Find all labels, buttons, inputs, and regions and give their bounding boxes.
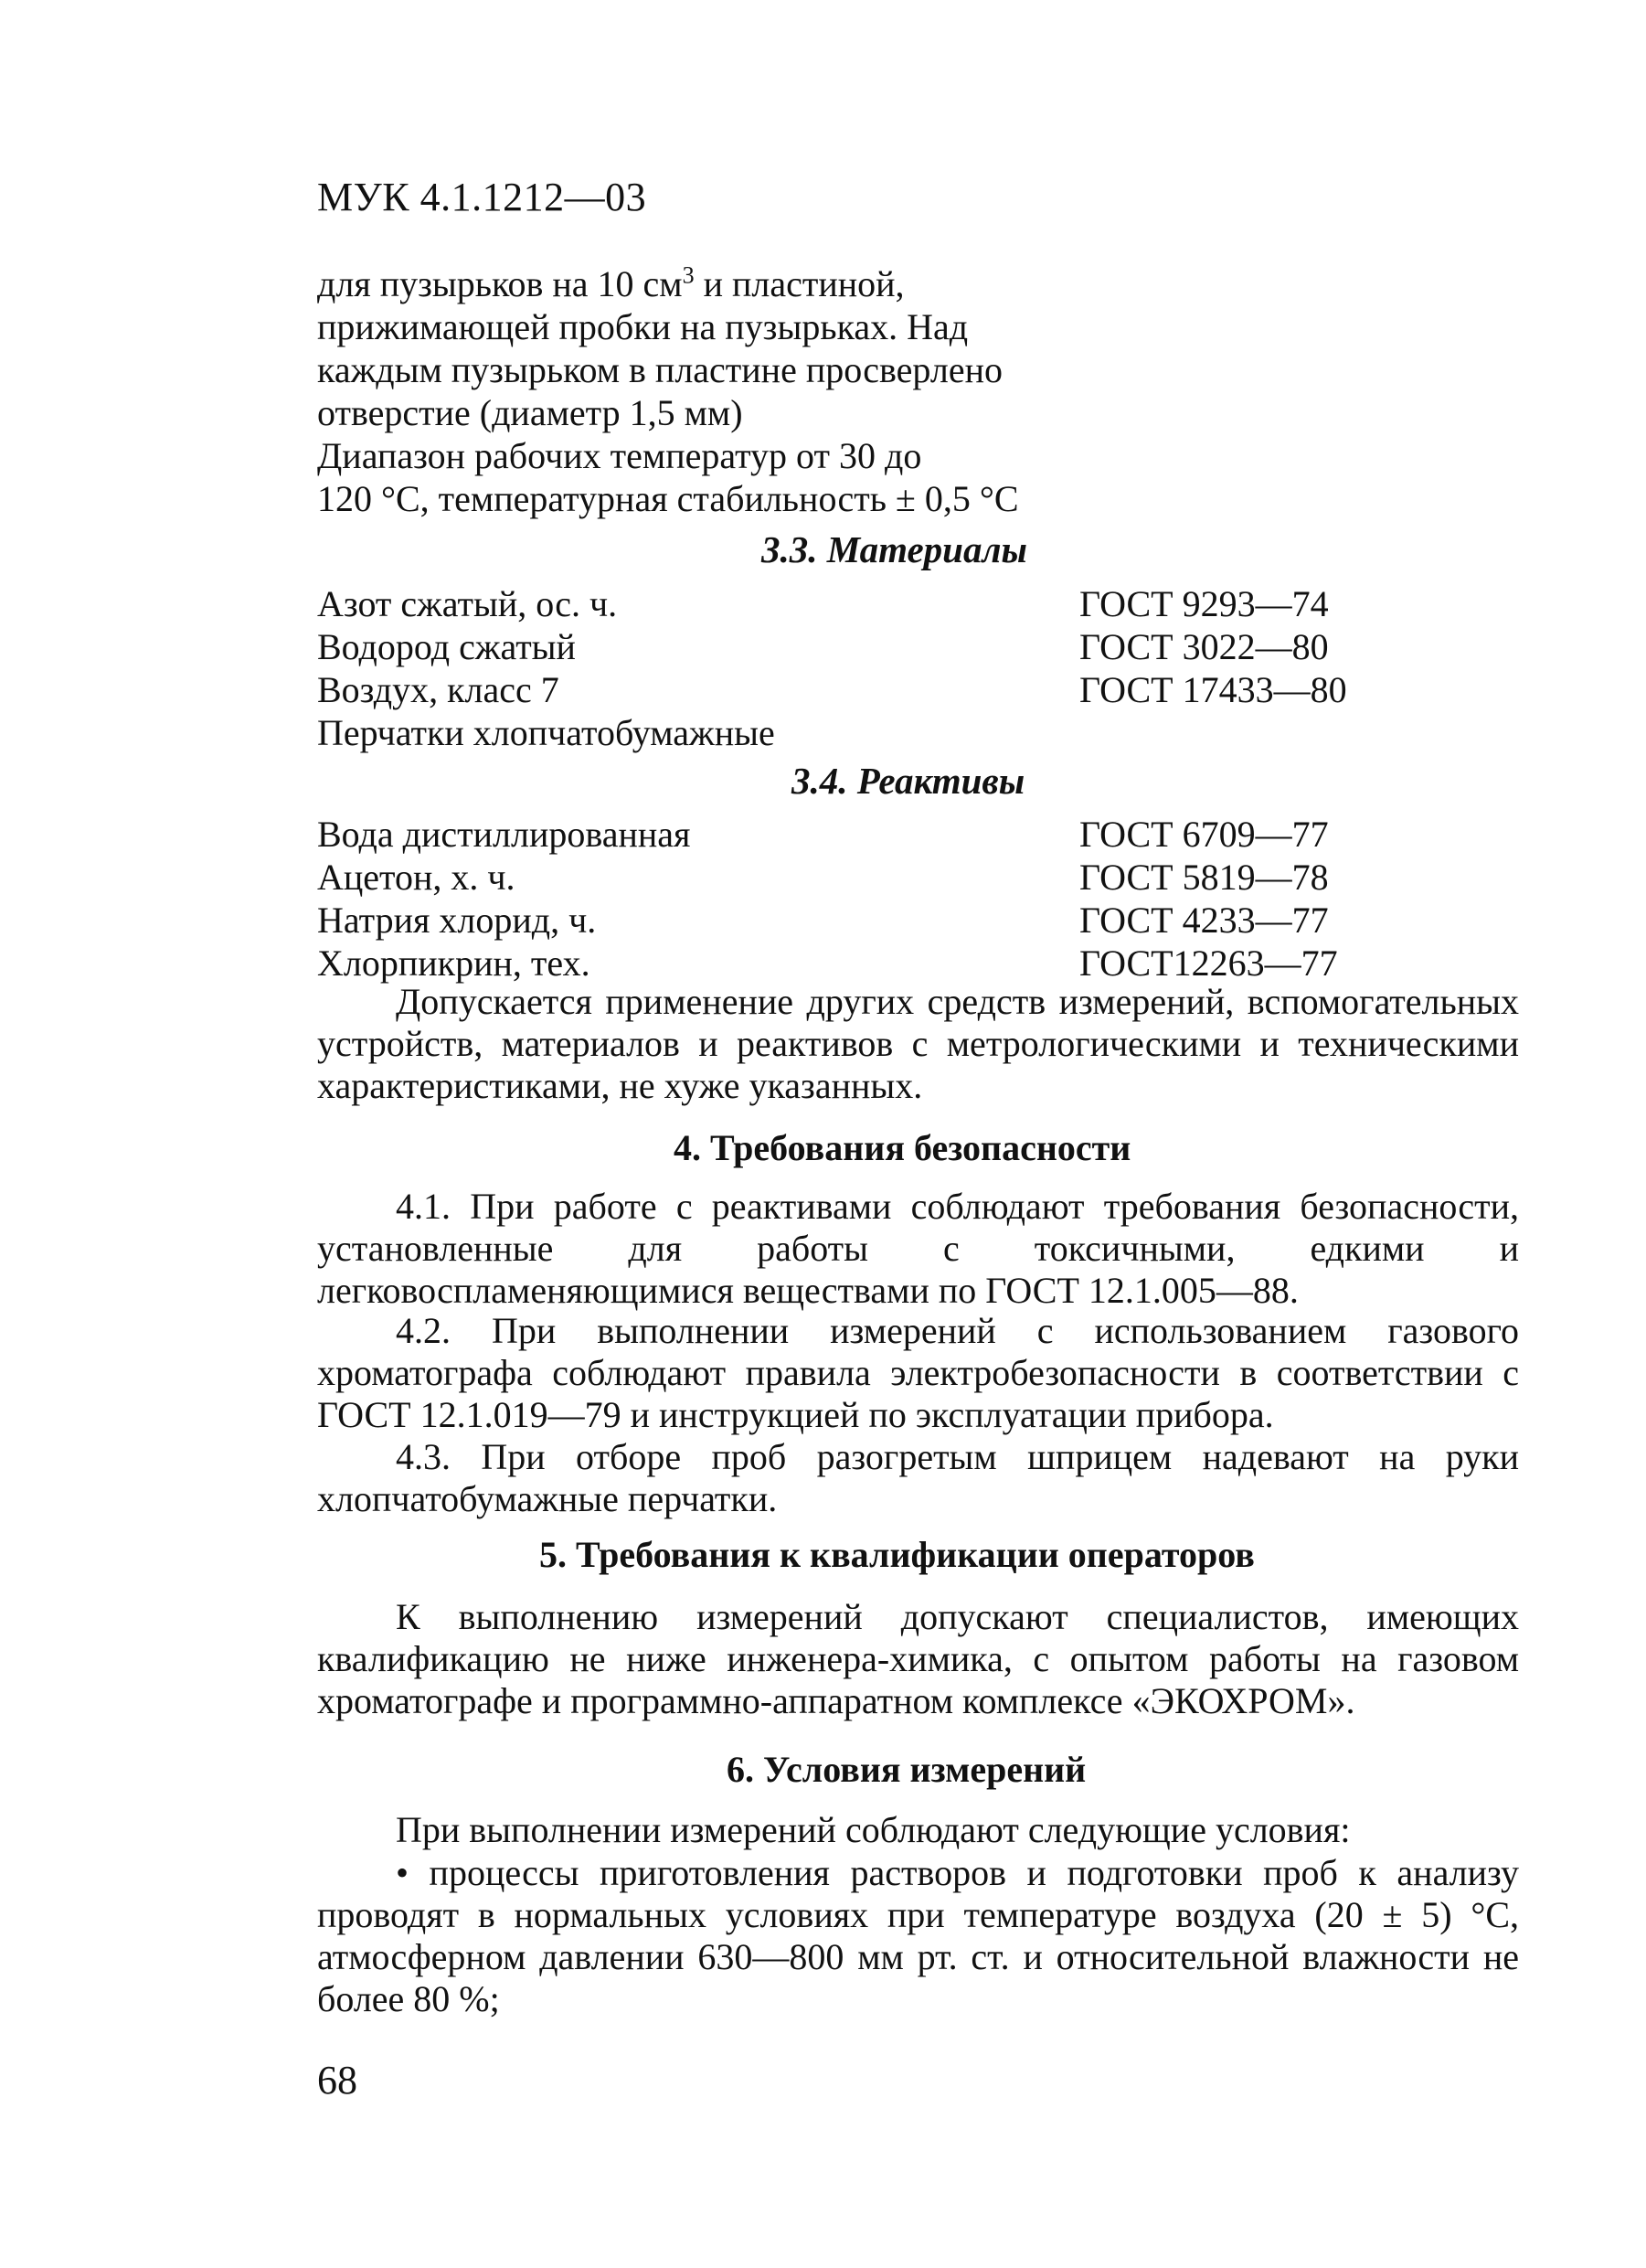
reagents-heading: 3.4. Реактивы	[791, 760, 1025, 802]
list-item	[317, 813, 1377, 856]
reagent-name: Ацетон, х. ч.	[317, 857, 515, 898]
material-name: Воздух, класс 7	[317, 669, 559, 710]
reagent-standard: ГОСТ 4233—77	[1079, 900, 1329, 941]
intro-line-5: Диапазон рабочих температур от 30 до	[317, 435, 922, 476]
list-item	[317, 856, 1377, 899]
intro-line-3: каждым пузырьком в пластине просверлено	[317, 349, 1003, 390]
reagents-list	[317, 813, 1377, 985]
reagent-name: Хлорпикрин, тех.	[317, 942, 590, 984]
intro-line-1-post: и пластиной,	[694, 263, 905, 304]
list-item	[317, 668, 1377, 711]
bullet-item-conditions: • процессы приготовления растворов и подготовки проб к анализу проводят в нормальных условиях при температуре воздуха (20 ± 5) °С, атмосферном давлении 630—800 мм рт. ст. и относительной влажности не более 80 %;	[317, 1852, 1519, 2019]
reagent-standard: ГОСТ 6709—77	[1079, 814, 1329, 855]
paragraph-4-2: 4.2. При выполнении измерений с использованием газового хроматографа соблюдают правила электробезопасности в соответствии с ГОСТ 12.1.019—79 и инструкцией по эксплуатации прибора.	[317, 1310, 1519, 1435]
paragraph-4-3: 4.3. При отборе проб разогретым шприцем надевают на руки хлопчатобумажные перчатки.	[317, 1436, 1519, 1519]
superscript-3: 3	[682, 261, 695, 289]
material-standard: ГОСТ 17433—80	[1079, 669, 1347, 710]
reagent-standard: ГОСТ12263—77	[1079, 942, 1338, 984]
section-5-heading: 5. Требования к квалификации операторов	[539, 1534, 1255, 1575]
reagent-name: Натрия хлорид, ч.	[317, 900, 597, 941]
section-4-heading: 4. Требования безопасности	[674, 1127, 1131, 1168]
intro-line-2: прижимающей пробки на пузырьках. Над	[317, 306, 969, 347]
reagent-name: Вода дистиллированная	[317, 814, 691, 855]
reagent-standard: ГОСТ 5819—78	[1079, 857, 1329, 898]
intro-line-1-pre: для пузырьков на 10 см	[317, 263, 683, 304]
material-standard: ГОСТ 9293—74	[1079, 583, 1329, 624]
intro-line-1	[317, 262, 1076, 305]
paragraph-6: При выполнении измерений соблюдают следующие условия:	[396, 1809, 1351, 1850]
intro-line-4: отверстие (диаметр 1,5 мм)	[317, 392, 743, 433]
materials-list	[317, 582, 1377, 754]
page-number: 68	[317, 2058, 357, 2103]
list-item	[317, 625, 1377, 668]
equipment-description	[317, 262, 1076, 520]
list-item	[317, 582, 1377, 625]
paragraph-5: К выполнению измерений допускают специалистов, имеющих квалификацию не ниже инженера-химика, с опытом работы на газовом хроматографе и программно-аппаратном комплексе «ЭКОХРОМ».	[317, 1596, 1519, 1721]
list-item	[317, 942, 1377, 985]
section-6-heading: 6. Условия измерений	[727, 1749, 1087, 1790]
material-name: Азот сжатый, ос. ч.	[317, 583, 618, 624]
paragraph-4-1: 4.1. При работе с реактивами соблюдают требования безопасности, установленные для работы с токсичными, едкими и легковоспламеняющимися веществами по ГОСТ 12.1.005—88.	[317, 1186, 1519, 1311]
material-name: Водород сжатый	[317, 626, 576, 667]
material-standard: ГОСТ 3022—80	[1079, 626, 1329, 667]
list-item	[317, 899, 1377, 942]
materials-heading: 3.3. Материалы	[761, 528, 1027, 570]
intro-line-6: 120 °С, температурная стабильность ± 0,5 °С	[317, 478, 1019, 519]
allowance-paragraph: Допускается применение других средств измерений, вспомогательных устройств, материалов и реактивов с метрологическими и техническими характеристиками, не хуже указанных.	[317, 981, 1519, 1106]
document-code-header: МУК 4.1.1212—03	[317, 175, 647, 219]
list-item	[317, 711, 1377, 754]
material-name: Перчатки хлопчатобумажные	[317, 712, 775, 753]
